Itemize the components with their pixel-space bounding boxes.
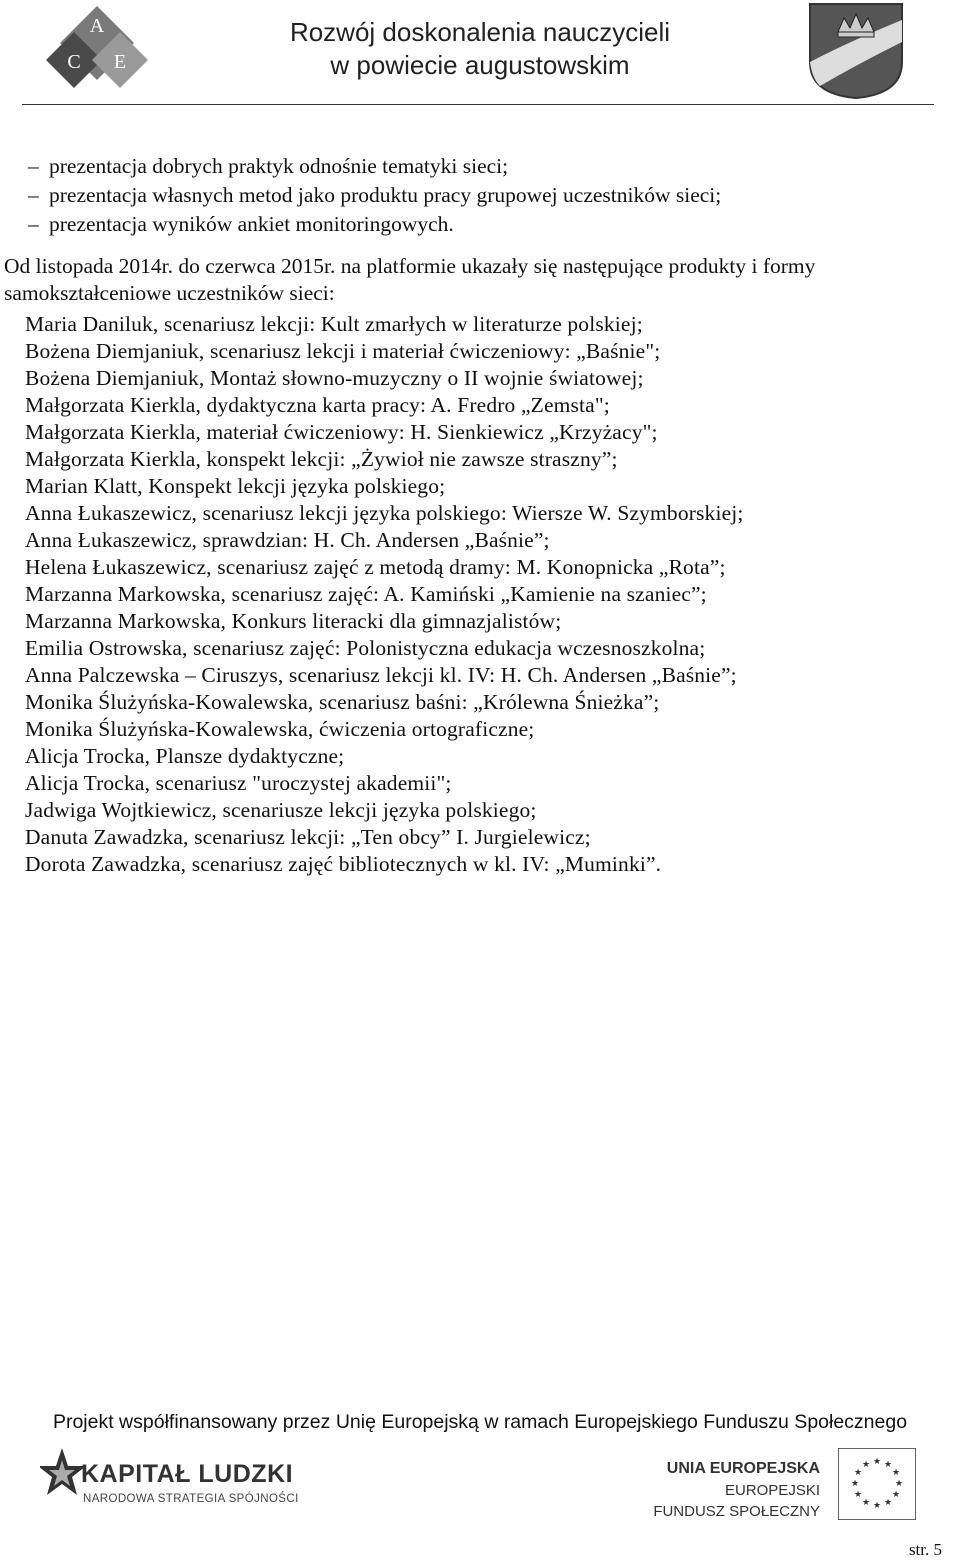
svg-text:★: ★ [850,1479,860,1489]
list-item: – prezentacja własnych metod jako produktu pracy grupowej uczestników sieci; [28,183,722,207]
kapital-ludzki-subtitle: NARODOWA STRATEGIA SPÓJNOŚCI [83,1493,299,1505]
cae-logo-icon [34,2,160,98]
eu-line2: EUROPEJSKI [724,1482,820,1499]
list-item: Bożena Diemjaniuk, scenariusz lekcji i materiał ćwiczeniowy: „Baśnie"; [25,339,661,363]
eu-text-block [653,1458,820,1522]
list-item: Anna Palczewska – Ciruszys, scenariusz lekcji kl. IV: H. Ch. Andersen „Baśnie”; [25,663,737,687]
bullet-list [28,152,721,239]
list-item: Anna Łukaszewicz, sprawdzian: H. Ch. Andersen „Baśnie”; [25,528,550,552]
svg-text:★: ★ [872,1501,882,1511]
list-item: Małgorzata Kierkla, dydaktyczna karta pracy: A. Fredro „Zemsta"; [25,393,610,417]
products-list [25,311,744,878]
list-item: Monika Ślużyńska-Kowalewska, ćwiczenia ortograficzne; [25,717,535,741]
intro-paragraph: Od listopada 2014r. do czerwca 2015r. na platformie ukazały się następujące produkty i formy samokształceniowe uczestników sieci: [4,254,816,305]
list-item: Marian Klatt, Konspekt lekcji języka polskiego; [25,474,446,498]
eu-line3: FUNDUSZ SPOŁECZNY [653,1503,820,1520]
list-item: Danuta Zawadzka, scenariusz lekcji: „Ten obcy” I. Jurgielewicz; [25,825,591,849]
list-item: Alicja Trocka, scenariusz "uroczystej akademii"; [25,771,452,795]
svg-text:★: ★ [891,1468,901,1478]
list-item: Maria Daniluk, scenariusz lekcji: Kult zmarłych w literaturze polskiej; [25,312,643,336]
header-title-line1: Rozwój doskonalenia nauczycieli [289,17,671,47]
list-item: Małgorzata Kierkla, materiał ćwiczeniowy: H. Sienkiewicz „Krzyżacy"; [25,420,658,444]
svg-text:★: ★ [872,1457,882,1467]
header-divider [22,104,934,105]
list-item: Anna Łukaszewicz, scenariusz lekcji języka polskiego: Wiersze W. Szymborskiej; [25,501,744,525]
footer-project-text: Projekt współfinansowany przez Unię Europejską w ramach Europejskiego Funduszu Społecznego [52,1411,908,1433]
kapital-ludzki-title: KAPITAŁ LUDZKI [81,1460,294,1488]
list-item: Marzanna Markowska, Konkurs literacki dla gimnazjalistów; [25,609,562,633]
svg-text:★: ★ [891,1490,901,1500]
list-item: – prezentacja dobrych praktyk odnośnie tematyki sieci; [28,154,509,178]
header-title-line2: w powiecie augustowskim [330,50,630,80]
list-item: Monika Ślużyńska-Kowalewska, scenariusz baśni: „Królewna Śnieżka”; [25,690,660,714]
list-item: Marzanna Markowska, scenariusz zajęć: A. Kamiński „Kamienie na szaniec”; [25,582,707,606]
svg-text:★: ★ [894,1479,904,1489]
eu-stars-flag-icon [838,1448,916,1520]
svg-text:★: ★ [861,1498,871,1508]
svg-text:★: ★ [883,1460,893,1470]
svg-text:★: ★ [853,1468,863,1478]
list-item: Dorota Zawadzka, scenariusz zajęć bibliotecznych w kl. IV: „Muminki”. [25,852,662,876]
logo-letter-c: C [67,51,81,73]
svg-text:★: ★ [853,1490,863,1500]
list-item: Małgorzata Kierkla, konspekt lekcji: „Żywioł nie zawsze straszny”; [25,447,618,471]
crown-coat-of-arms-icon [808,2,904,100]
list-item: Helena Łukaszewicz, scenariusz zajęć z metodą dramy: M. Konopnicka „Rota”; [25,555,726,579]
svg-text:★: ★ [883,1498,893,1508]
svg-text:★: ★ [861,1460,871,1470]
logo-letter-a: A [89,15,105,37]
list-item: Jadwiga Wojtkiewicz, scenariusze lekcji języka polskiego; [25,798,537,822]
page-number: str. 5 [908,1540,942,1559]
list-item: Bożena Diemjaniuk, Montaż słowno-muzyczny o II wojnie światowej; [25,366,644,390]
eu-line1: UNIA EUROPEJSKA [666,1460,820,1477]
list-item: Alicja Trocka, Plansze dydaktyczne; [25,744,345,768]
logo-letter-e: E [113,51,127,73]
list-item: Emilia Ostrowska, scenariusz zajęć: Polonistyczna edukacja wczesnoszkolna; [25,636,706,660]
list-item: – prezentacja wyników ankiet monitoringowych. [28,212,454,236]
